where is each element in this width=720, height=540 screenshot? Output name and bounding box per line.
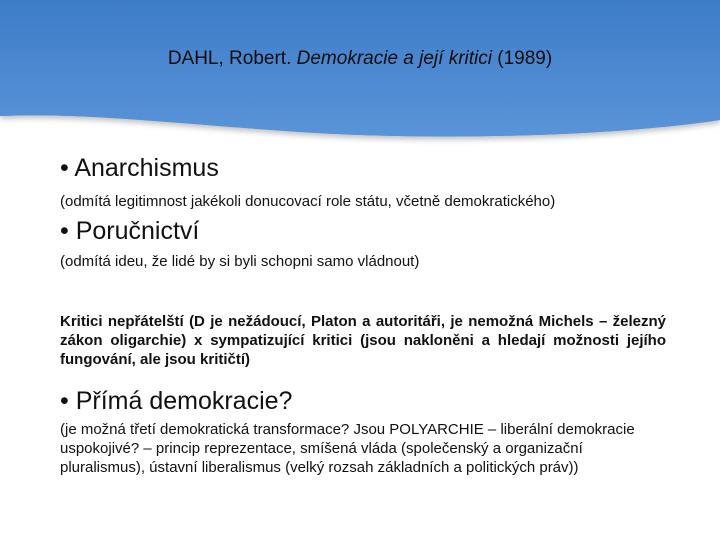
- bullet-heading-anarchism: • Anarchismus: [60, 154, 219, 182]
- direct-democracy-description: (je možná třetí demokratická transformace? Jsou POLYARCHIE – liberální demokracie uspokojivé? – princip reprezentace, smíšená vláda (společenský a organizační pluralismus), ústavní liberalismus (velký rozsah základních a politických práv)): [60, 421, 635, 476]
- header-band: [0, 0, 720, 150]
- guardianship-description: (odmítá ideu, že lidé by si byli schopni samo vládnout): [60, 253, 420, 270]
- title-book: Demokracie a její kritici: [296, 48, 492, 69]
- critics-paragraph: Kritici nepřátelští (D je nežádoucí, Platon a autoritáři, je nemožná Michels – železný zákon oligarchie) x sympatizující kritici (jsou nakloněni a hledají možnosti jejího fungování, ale jsou kritičtí): [60, 313, 666, 368]
- anarchism-description: (odmítá legitimnost jakékoli donucovací role státu, včetně demokratického): [60, 193, 556, 210]
- bullet-heading-guardianship: • Poručnictví: [60, 217, 200, 245]
- title-year: (1989): [497, 48, 553, 69]
- bullet-heading-direct-democracy: • Přímá demokracie?: [60, 387, 293, 415]
- title-author: DAHL, Robert.: [167, 48, 292, 69]
- header-wave-shape: [0, 0, 720, 150]
- slide-title: [0, 48, 720, 70]
